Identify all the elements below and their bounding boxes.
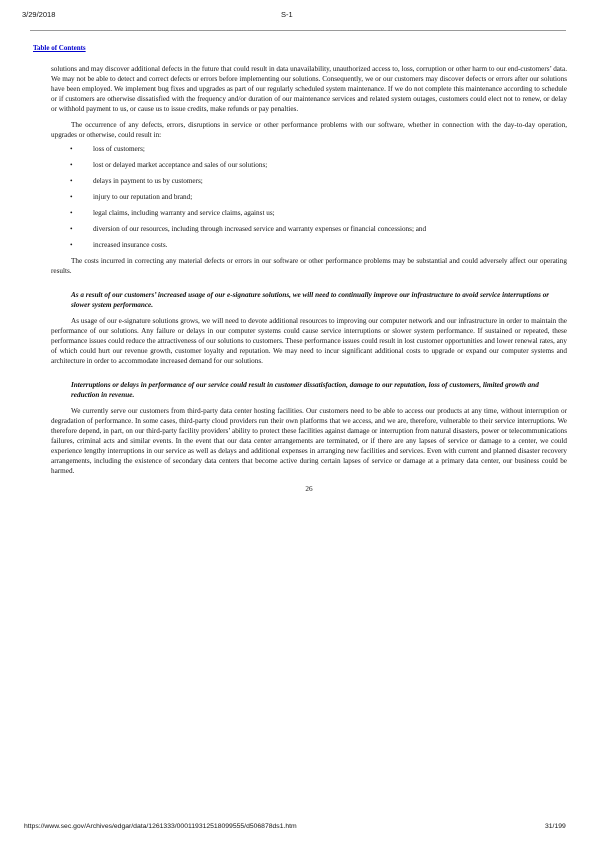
document-body (51, 64, 567, 494)
list-item: • legal claims, including warranty and service claims, against us; (70, 209, 275, 217)
print-page-count: 31/199 (545, 823, 566, 830)
header-divider (30, 30, 566, 31)
paragraph-costs: The costs incurred in correcting any material defects or errors in our software or other performance problems may be substantial and could adversely affect our operating results. (51, 257, 567, 275)
list-item: • diversion of our resources, including through increased service and warranty expenses or financial concessions; and (70, 225, 427, 233)
document-title: S-1 (281, 10, 293, 19)
list-item: • loss of customers; (70, 145, 145, 153)
risk-heading-infrastructure: As a result of our customers’ increased usage of our e-signature solutions, we will need to continually improve our infrastructure to avoid service interruptions or slower system performance. (71, 291, 550, 309)
consequences-list (51, 144, 567, 250)
paragraph-defects-continued: solutions and may discover additional defects in the future that could result in data unavailability, unauthorized access to, loss, corruption or other harm to our end-customers’ data. We may not be able to detect and correct defects or errors before implementing our solutions. Consequently, we or our customers may discover defects or errors after our solutions have been employed. We implement bug fixes and upgrades as part of our regularly scheduled system maintenance. If we do not complete this maintenance according to schedule or if customers are otherwise dissatisfied with the frequency and/or duration of our maintenance services and related system outages, customers could elect not to renew, or delay or withhold payment to us, or cause us to issue credits, make refunds or pay penalties. (51, 65, 567, 113)
risk-heading-interruptions: Interruptions or delays in performance of our service could result in customer dissatisfaction, damage to our reputation, loss of customers, limited growth and reduction in revenue. (71, 381, 539, 399)
source-url: https://www.sec.gov/Archives/edgar/data/1261333/000119312518099555/d506878ds1.htm (24, 823, 297, 830)
list-item: • injury to our reputation and brand; (70, 193, 193, 201)
bullet-icon: • (70, 241, 73, 249)
bullet-icon: • (70, 225, 73, 233)
paragraph-infrastructure: As usage of our e-signature solutions grows, we will need to devote additional resources to improving our computer network and our infrastructure in order to maintain the performance of our solutions. Any failure or delays in our computer systems could cause service interruptions or slower system performance. If sustained or repeated, these performance issues could reduce the attractiveness of our solutions to customers. These performance issues could result in lost customer opportunities and lower renewal rates, any of which could hurt our revenue growth, customer loyalty and reputation. We may need to incur significant additional costs to upgrade or expand our computer systems and architecture in order to accommodate increased demand for our solutions. (51, 317, 567, 365)
bullet-icon: • (70, 161, 73, 169)
bullet-icon: • (70, 209, 73, 217)
list-item: • increased insurance costs. (70, 241, 168, 249)
paragraph-data-centers: We currently serve our customers from third-party data center hosting facilities. Our customers need to be able to access our products at any time, without interruption or degradation of performance. In some cases, third-party cloud providers run their own platforms that we access, and we are, therefore, vulnerable to their service interruptions. We therefore depend, in part, on our third-party facility providers’ ability to protect these facilities against damage or interruption from natural disasters, power or telecommunications failures, criminal acts and similar events. In the event that our data center arrangements are terminated, or if there are any lapses of service or damage to a center, we could experience lengthy interruptions in our service as well as delays and additional expenses in arranging new facilities and services. Even with current and planned disaster recovery arrangements, including the existence of secondary data centers that become active during certain lapses of service or damage at a primary data center, our business could be harmed. (51, 407, 567, 475)
bullet-icon: • (70, 145, 73, 153)
print-date: 3/29/2018 (22, 10, 56, 19)
list-item: • delays in payment to us by customers; (70, 177, 203, 185)
bullet-icon: • (70, 193, 73, 201)
paragraph-occurrence: The occurrence of any defects, errors, disruptions in service or other performance problems with our software, whether in connection with the day-to-day operation, upgrades or otherwise, could result in: (51, 121, 567, 139)
table-of-contents-link[interactable]: Table of Contents (33, 44, 86, 52)
list-item: • lost or delayed market acceptance and sales of our solutions; (70, 161, 268, 169)
bullet-icon: • (70, 177, 73, 185)
page-number: 26 (305, 485, 313, 493)
